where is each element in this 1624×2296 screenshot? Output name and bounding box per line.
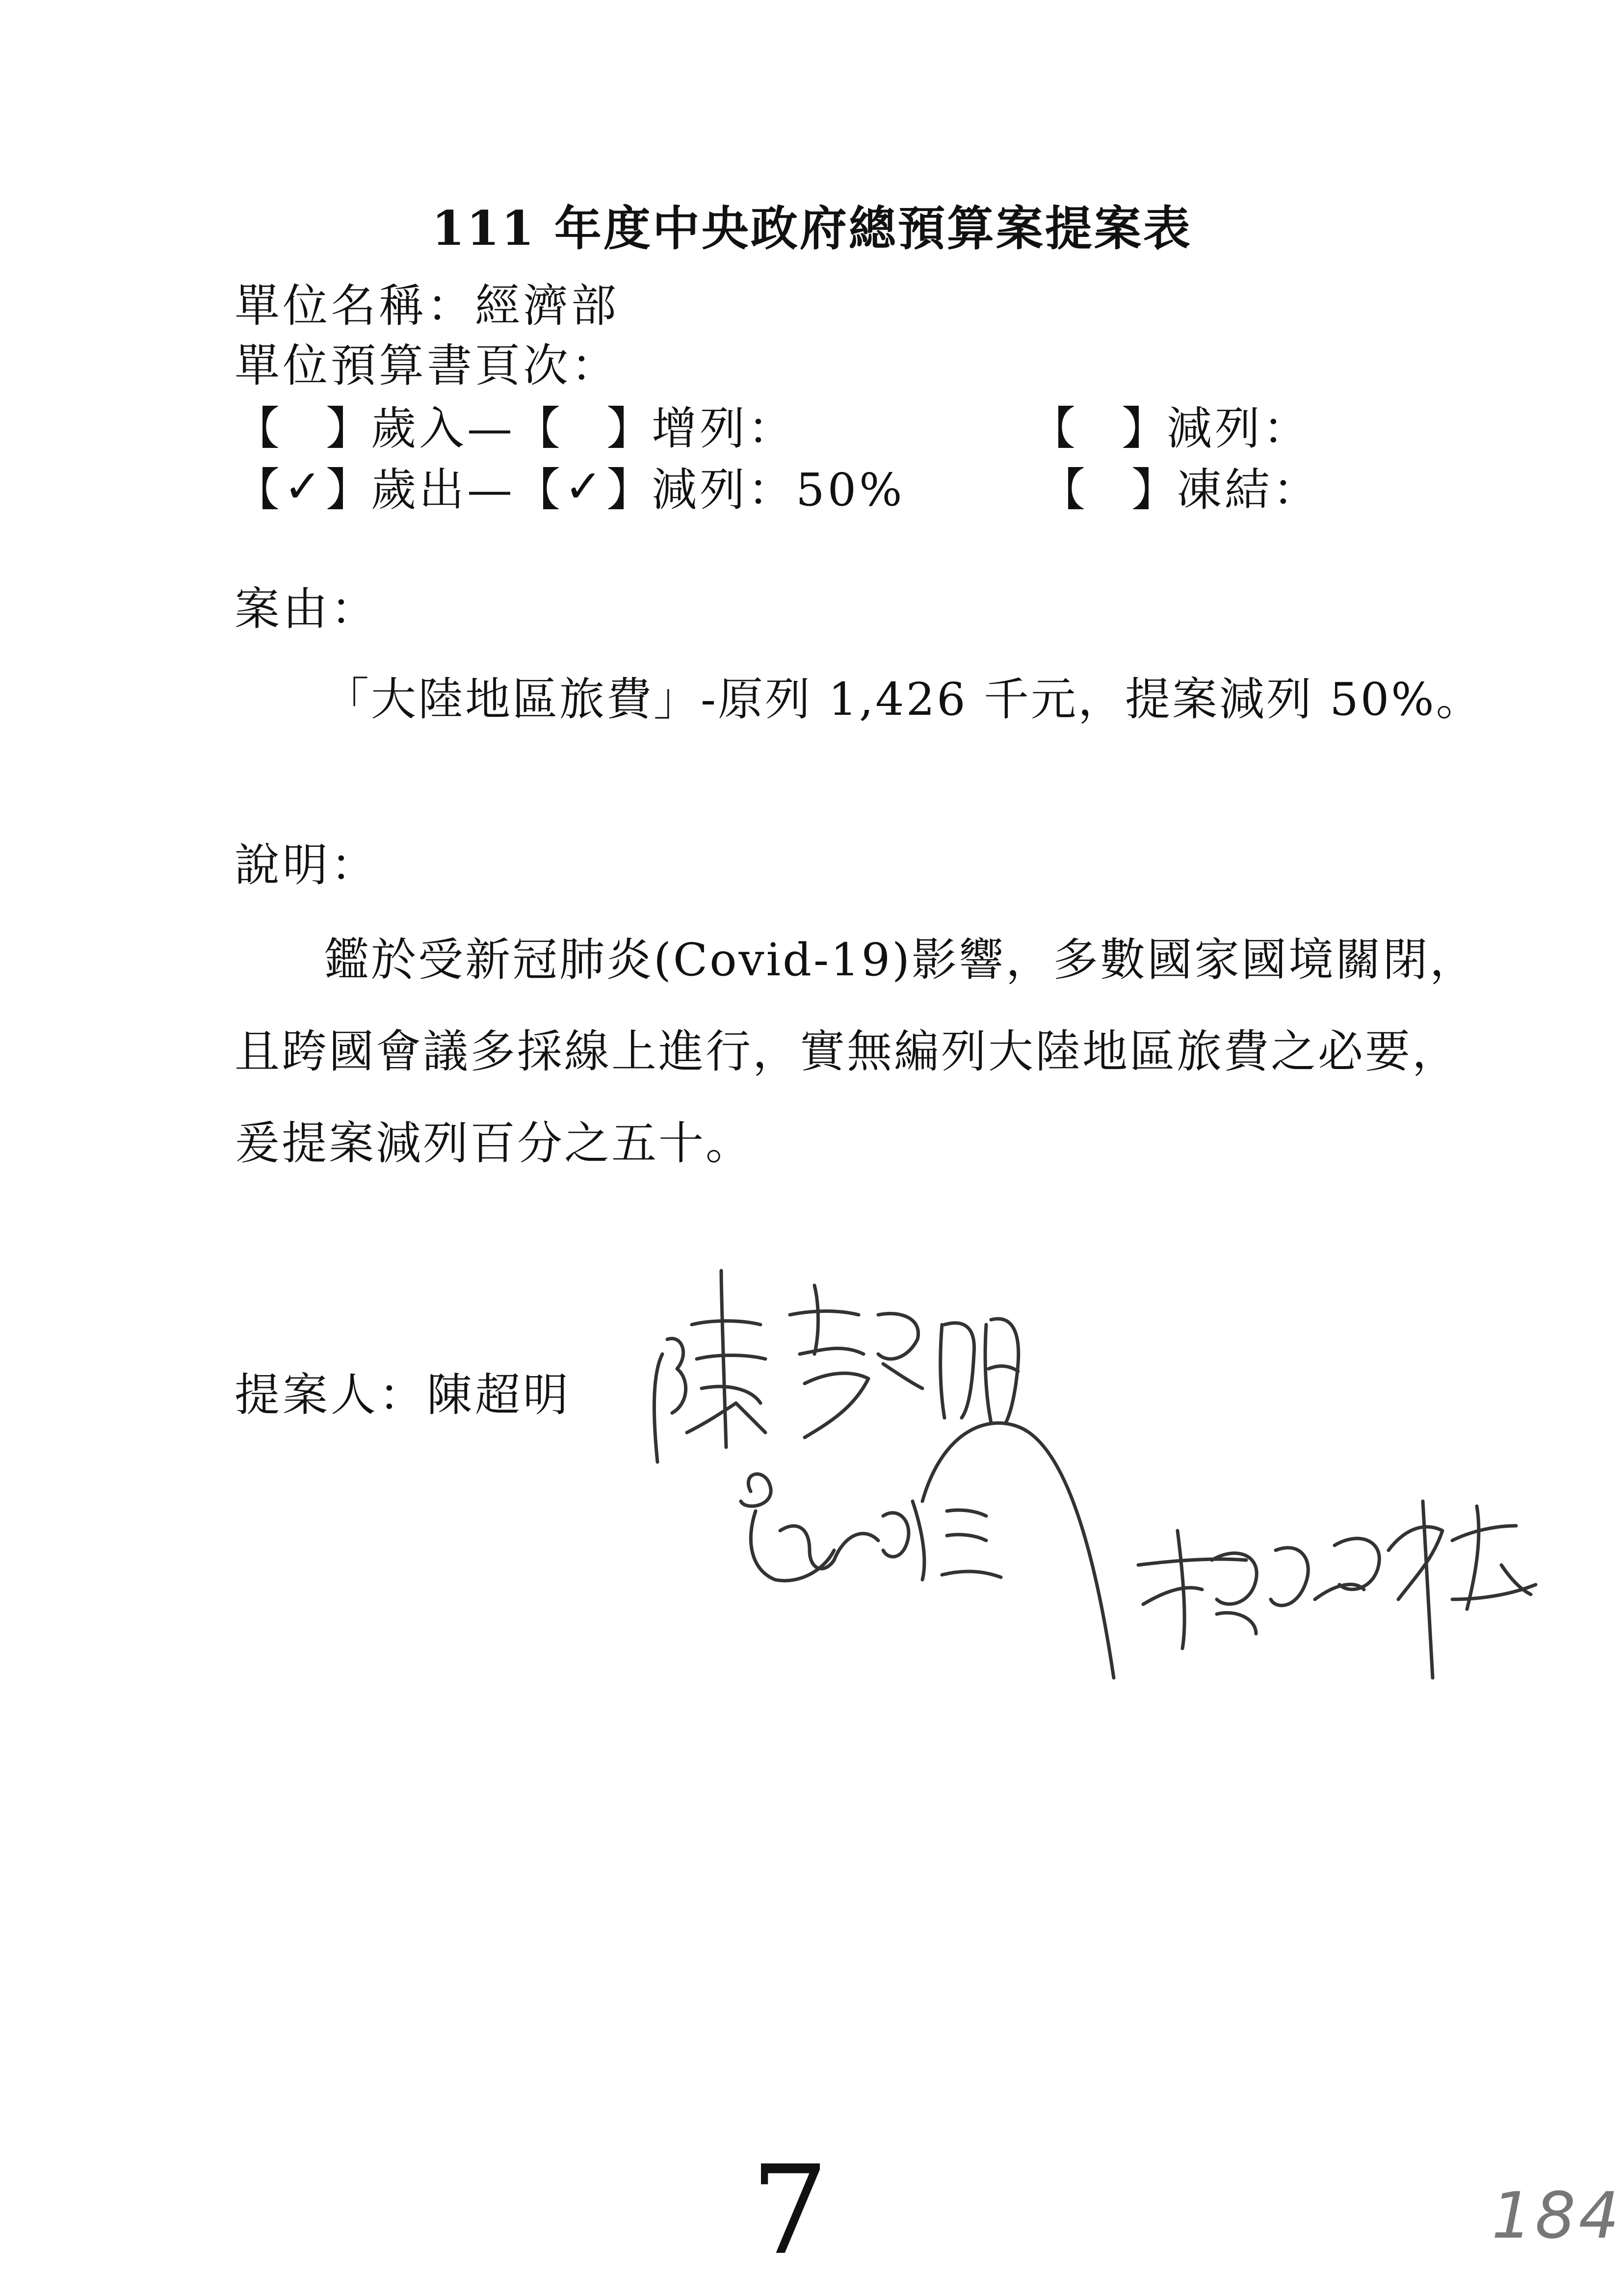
expenditure-checkbox: ✓ [284, 460, 322, 513]
unit-name: 單位名稱：經濟部 [235, 280, 620, 332]
bracket-close: 】 [1122, 402, 1167, 455]
reason-text: 「大陸地區旅費」-原列 1,426 千元，提案減列 50%。 [324, 673, 1483, 726]
proposer: 提案人：陳超明 [235, 1369, 572, 1421]
bracket-close: 】 [1131, 464, 1177, 516]
explanation-line: 且跨國會議多採線上進行，實無編列大陸地區旅費之必要， [235, 1025, 1460, 1078]
reason-label: 案由： [235, 583, 379, 635]
bracket-open: 【 [235, 402, 280, 455]
reduce-label: 減列：50% [652, 464, 905, 516]
budget-page-reference: 單位預算書頁次： [235, 339, 620, 392]
bracket-open: 【 [235, 464, 280, 516]
bracket-open: 【 [515, 402, 561, 455]
freeze-label: 凍結： [1177, 464, 1321, 516]
bracket-close: 】 [326, 464, 371, 516]
form-title: 111 年度中央政府總預算案提案表 [432, 201, 1192, 256]
bracket-open: 【 [1040, 464, 1086, 516]
bracket-open: 【 [515, 464, 561, 516]
increase-label: 增列： [652, 402, 796, 455]
bracket-close: 】 [606, 402, 652, 455]
expenditure-label: 歲出— [371, 464, 516, 516]
explanation-label: 說明： [235, 839, 379, 891]
revenue-label: 歲入— [371, 402, 516, 455]
explanation-line: 鑑於受新冠肺炎(Covid-19)影響，多數國家國境關閉， [324, 934, 1477, 986]
explanation-line: 爰提案減列百分之五十。 [235, 1117, 753, 1170]
bracket-close: 】 [326, 402, 371, 455]
bracket-open: 【 [1030, 402, 1076, 455]
handwritten-page-number: 184 [1492, 2178, 1623, 2253]
decrease-label: 減列： [1167, 402, 1311, 455]
page-number: 7 [751, 2139, 829, 2282]
reduce-checkbox: ✓ [564, 460, 602, 513]
bracket-close: 】 [606, 464, 652, 516]
